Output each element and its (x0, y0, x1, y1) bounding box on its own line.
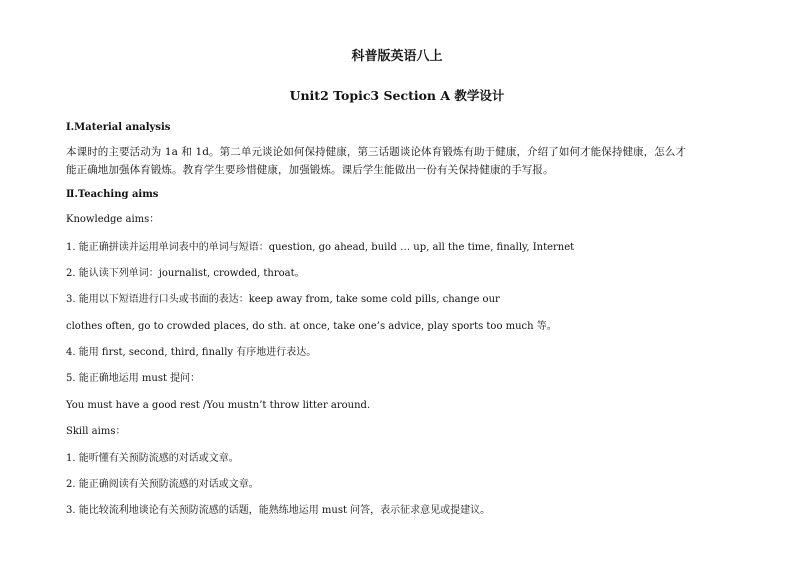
knowledge-aim-3-line-1: 3. 能用以下短语进行口头或书面的表达：keep away from, take some cold pills, change our (66, 294, 500, 305)
section-heading-teaching-aims: Ⅱ.Teaching aims (66, 189, 159, 200)
section-heading-material-analysis: Ⅰ.Material analysis (66, 122, 171, 133)
knowledge-aim-3-line-2: clothes often, go to crowded places, do sth. at once, take one’s advice, play sports too much 等。 (66, 321, 557, 332)
knowledge-aim-4: 4. 能用 first, second, third, finally 有序地进行表达。 (66, 347, 317, 358)
knowledge-aim-1: 1. 能正确拼读并运用单词表中的单词与短语：question, go ahead, build … up, all the time, finally, Internet (66, 242, 575, 253)
skill-aims-label: Skill aims： (66, 426, 126, 437)
skill-aim-3: 3. 能比较流利地谈论有关预防流感的话题，能熟练地运用 must 问答，表示征求意见或提建议。 (66, 505, 491, 516)
document-title: 科普版英语八上 (351, 49, 443, 64)
skill-aim-2: 2. 能正确阅读有关预防流感的对话或文章。 (66, 479, 259, 490)
knowledge-aim-5: 5. 能正确地运用 must 提问： (66, 373, 201, 384)
document-subtitle: Unit2 Topic3 Section A 教学设计 (289, 88, 505, 103)
knowledge-aim-5-example: You must have a good rest /You mustn’t throw litter around. (66, 400, 371, 411)
material-paragraph-line-2: 能正确地加强体育锻炼。教育学生要珍惜健康，加强锻炼。课后学生能做出一份有关保持健康的手写报。 (66, 164, 554, 176)
skill-aim-1: 1. 能听懂有关预防流感的对话或文章。 (66, 453, 239, 464)
knowledge-aim-2: 2. 能认读下列单词：journalist, crowded, throat。 (66, 268, 305, 279)
knowledge-aims-label: Knowledge aims： (66, 214, 160, 225)
material-paragraph-line-1: 本课时的主要活动为 1a 和 1d。第二单元谈论如何保持健康，第三话题谈论体育锻炼有助于健康，介绍了如何才能保持健康，怎么才 (66, 146, 687, 158)
